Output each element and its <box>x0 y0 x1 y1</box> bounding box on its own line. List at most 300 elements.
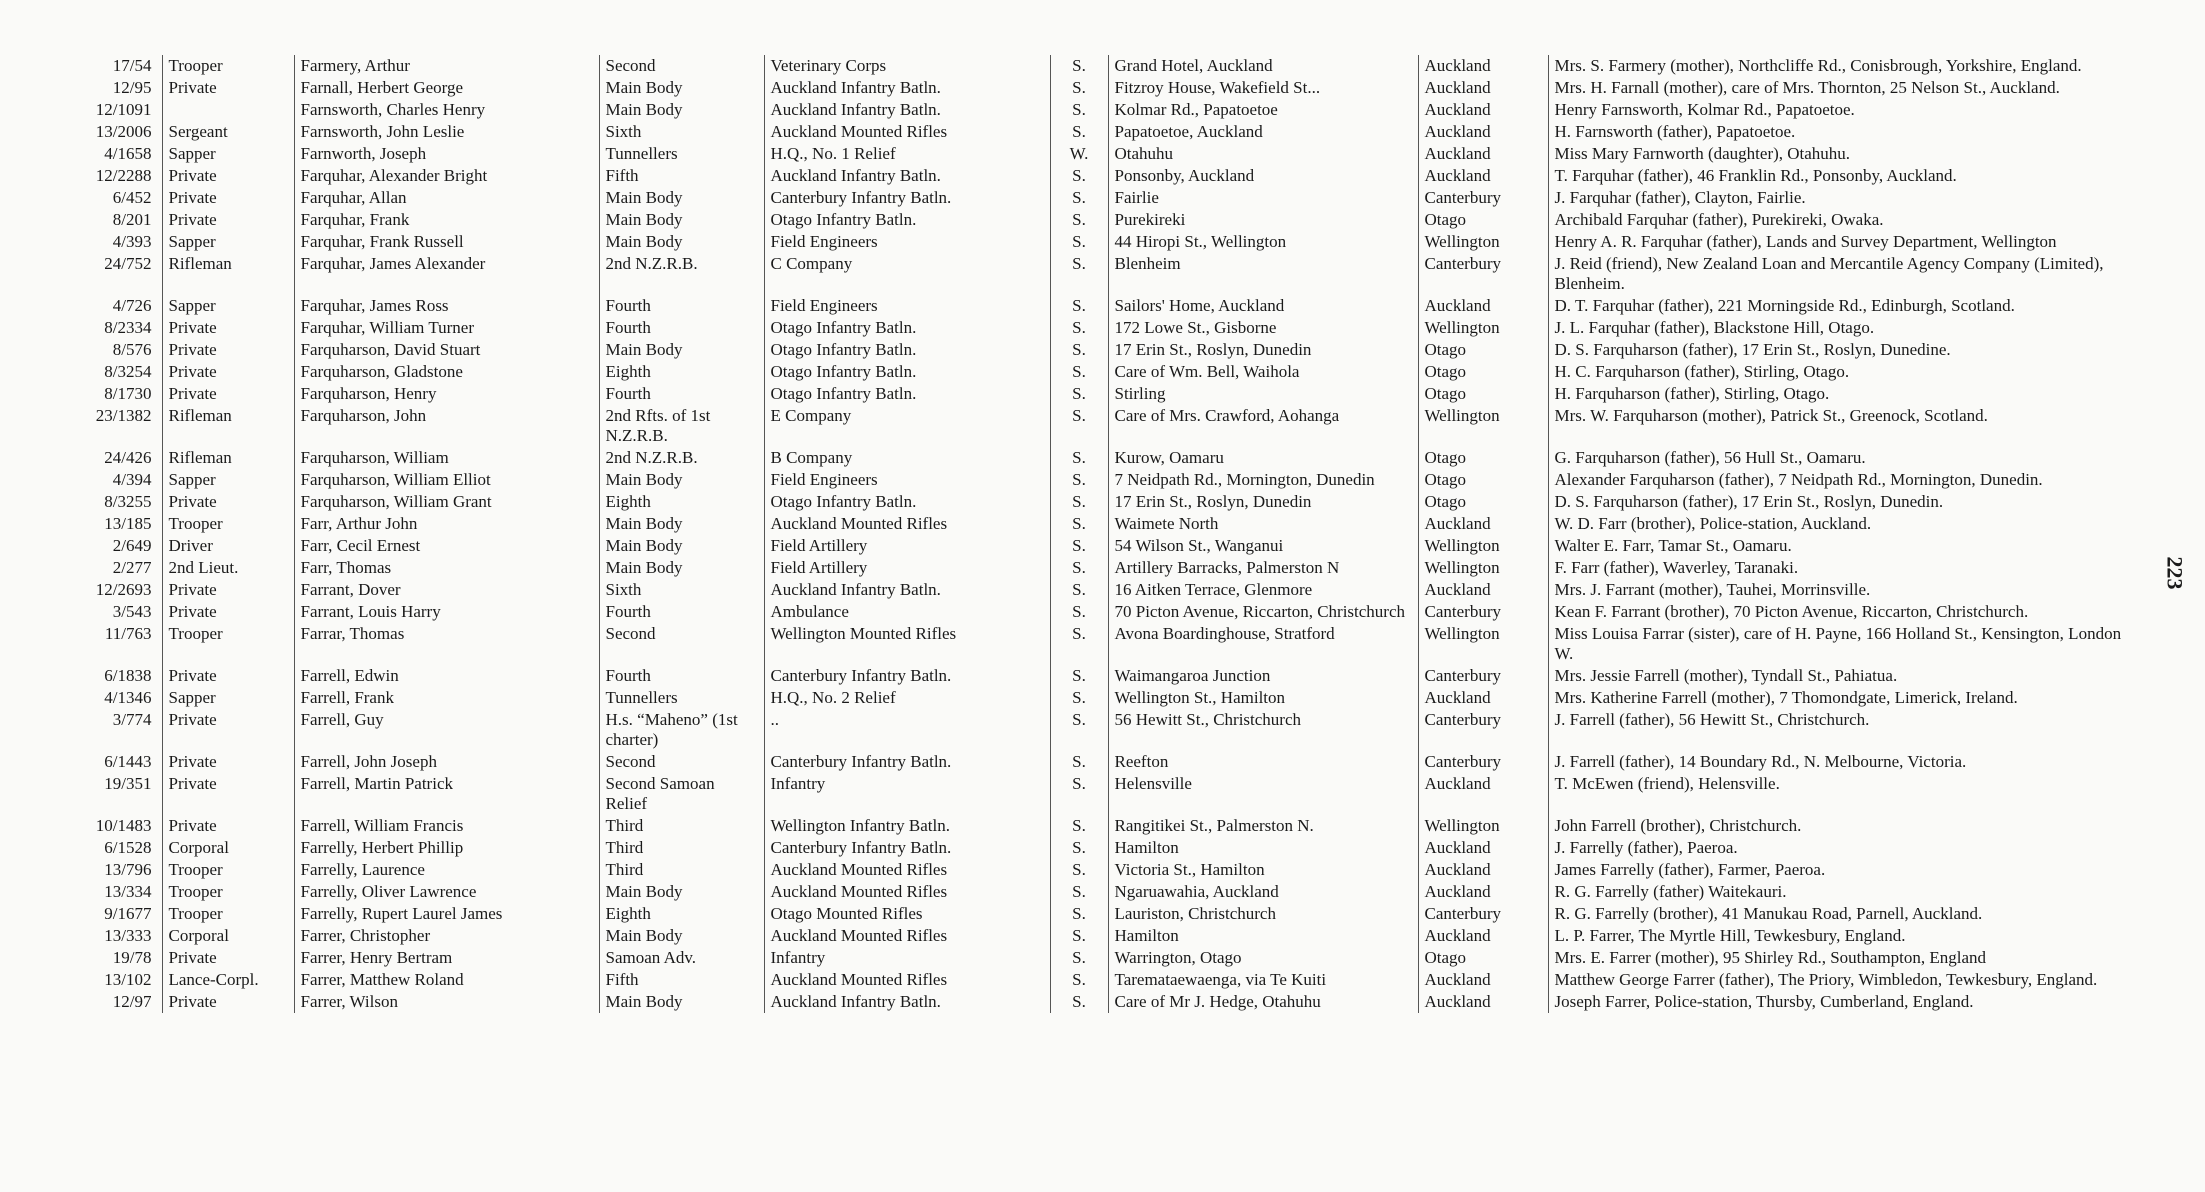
next-of-kin: H. Farquharson (father), Stirling, Otago. <box>1548 383 2145 405</box>
rank: Private <box>162 209 294 231</box>
last-address: Fairlie <box>1108 187 1418 209</box>
roll-row <box>60 601 2145 623</box>
district: Auckland <box>1418 165 1548 187</box>
draft: Sixth <box>599 121 764 143</box>
marital-status: S. <box>1050 55 1108 77</box>
unit: Otago Infantry Batln. <box>764 209 1050 231</box>
marital-status: S. <box>1050 859 1108 881</box>
draft: Main Body <box>599 991 764 1013</box>
soldier-name: Farrell, William Francis <box>294 815 599 837</box>
marital-status: S. <box>1050 773 1108 815</box>
draft: Main Body <box>599 339 764 361</box>
draft: Main Body <box>599 77 764 99</box>
roll-row <box>60 55 2145 77</box>
roll-row <box>60 361 2145 383</box>
service-number: 4/1658 <box>104 144 152 163</box>
rank: Private <box>162 947 294 969</box>
roll-row <box>60 231 2145 253</box>
draft: 2nd N.Z.R.B. <box>599 253 764 295</box>
service-number: 3/543 <box>112 602 152 621</box>
unit: Auckland Infantry Batln. <box>764 991 1050 1013</box>
soldier-name: Farquharson, William <box>294 447 599 469</box>
unit: Infantry <box>764 947 1050 969</box>
soldier-name: Farr, Thomas <box>294 557 599 579</box>
draft: Second <box>599 623 764 665</box>
next-of-kin: Mrs. S. Farmery (mother), Northcliffe Rd., Conisbrough, Yorkshire, England. <box>1548 55 2145 77</box>
district: Canterbury <box>1418 903 1548 925</box>
roll-row <box>60 925 2145 947</box>
draft: Fourth <box>599 383 764 405</box>
district: Auckland <box>1418 881 1548 903</box>
district: Canterbury <box>1418 665 1548 687</box>
service-number: 19/351 <box>104 774 152 793</box>
unit: Otago Mounted Rifles <box>764 903 1050 925</box>
unit: Otago Infantry Batln. <box>764 361 1050 383</box>
service-number: 24/752 <box>104 254 152 273</box>
last-address: 17 Erin St., Roslyn, Dunedin <box>1108 339 1418 361</box>
marital-status: S. <box>1050 339 1108 361</box>
unit: Field Engineers <box>764 469 1050 491</box>
last-address: Reefton <box>1108 751 1418 773</box>
roll-body <box>60 55 2145 1013</box>
marital-status: S. <box>1050 815 1108 837</box>
service-number: 13/2006 <box>95 122 152 141</box>
unit: H.Q., No. 2 Relief <box>764 687 1050 709</box>
next-of-kin: Mrs. Katherine Farrell (mother), 7 Thomondgate, Limerick, Ireland. <box>1548 687 2145 709</box>
soldier-name: Farrelly, Laurence <box>294 859 599 881</box>
service-number: 8/201 <box>112 210 152 229</box>
last-address: Hamilton <box>1108 925 1418 947</box>
draft: Samoan Adv. <box>599 947 764 969</box>
draft: 2nd N.Z.R.B. <box>599 447 764 469</box>
last-address: Fitzroy House, Wakefield St... <box>1108 77 1418 99</box>
next-of-kin: H. Farnsworth (father), Papatoetoe. <box>1548 121 2145 143</box>
roll-row <box>60 253 2145 295</box>
last-address: Hamilton <box>1108 837 1418 859</box>
rank: Sapper <box>162 231 294 253</box>
rank: Trooper <box>162 859 294 881</box>
unit: Field Engineers <box>764 295 1050 317</box>
draft: Fourth <box>599 317 764 339</box>
district: Auckland <box>1418 77 1548 99</box>
district: Canterbury <box>1418 751 1548 773</box>
draft: Main Body <box>599 209 764 231</box>
rank: Sapper <box>162 143 294 165</box>
unit: Otago Infantry Batln. <box>764 491 1050 513</box>
marital-status: S. <box>1050 491 1108 513</box>
service-number: 10/1483 <box>95 816 152 835</box>
soldier-name: Farrer, Matthew Roland <box>294 969 599 991</box>
rank: Driver <box>162 535 294 557</box>
next-of-kin: Mrs. H. Farnall (mother), care of Mrs. Thornton, 25 Nelson St., Auckland. <box>1548 77 2145 99</box>
nominal-roll <box>60 55 2145 1013</box>
next-of-kin: Mrs. E. Farrer (mother), 95 Shirley Rd., Southampton, England <box>1548 947 2145 969</box>
last-address: Stirling <box>1108 383 1418 405</box>
service-number: 4/1346 <box>104 688 152 707</box>
unit: Auckland Mounted Rifles <box>764 881 1050 903</box>
roll-row <box>60 99 2145 121</box>
draft: Main Body <box>599 469 764 491</box>
unit: Auckland Infantry Batln. <box>764 165 1050 187</box>
marital-status: S. <box>1050 837 1108 859</box>
roll-row <box>60 815 2145 837</box>
draft: Main Body <box>599 231 764 253</box>
last-address: Victoria St., Hamilton <box>1108 859 1418 881</box>
rank: Rifleman <box>162 405 294 447</box>
marital-status: S. <box>1050 925 1108 947</box>
service-number: 11/763 <box>104 624 152 643</box>
service-number: 8/3254 <box>104 362 152 381</box>
draft: Third <box>599 859 764 881</box>
soldier-name: Farrell, John Joseph <box>294 751 599 773</box>
service-number: 13/796 <box>104 860 152 879</box>
roll-row <box>60 557 2145 579</box>
marital-status: S. <box>1050 903 1108 925</box>
marital-status: S. <box>1050 557 1108 579</box>
district: Wellington <box>1418 317 1548 339</box>
rank: Trooper <box>162 881 294 903</box>
rank: Private <box>162 991 294 1013</box>
next-of-kin: T. McEwen (friend), Helensville. <box>1548 773 2145 815</box>
unit: .. <box>764 709 1050 751</box>
next-of-kin: Joseph Farrer, Police-station, Thursby, Cumberland, England. <box>1548 991 2145 1013</box>
marital-status: S. <box>1050 969 1108 991</box>
draft: Main Body <box>599 513 764 535</box>
service-number: 17/54 <box>112 56 152 75</box>
district: Otago <box>1418 947 1548 969</box>
next-of-kin: R. G. Farrelly (brother), 41 Manukau Road, Parnell, Auckland. <box>1548 903 2145 925</box>
soldier-name: Farquhar, Frank Russell <box>294 231 599 253</box>
service-number: 8/3255 <box>104 492 152 511</box>
soldier-name: Farrelly, Herbert Phillip <box>294 837 599 859</box>
draft: Eighth <box>599 491 764 513</box>
last-address: Care of Mrs. Crawford, Aohanga <box>1108 405 1418 447</box>
last-address: Purekireki <box>1108 209 1418 231</box>
district: Otago <box>1418 383 1548 405</box>
draft: Second Samoan Relief <box>599 773 764 815</box>
last-address: Waimete North <box>1108 513 1418 535</box>
next-of-kin: D. S. Farquharson (father), 17 Erin St., Roslyn, Dunedine. <box>1548 339 2145 361</box>
rank: Trooper <box>162 623 294 665</box>
draft: Main Body <box>599 99 764 121</box>
next-of-kin: Walter E. Farr, Tamar St., Oamaru. <box>1548 535 2145 557</box>
soldier-name: Farquhar, William Turner <box>294 317 599 339</box>
service-number: 6/452 <box>112 188 152 207</box>
service-number: 12/2693 <box>95 580 152 599</box>
unit: Canterbury Infantry Batln. <box>764 751 1050 773</box>
rank: Lance-Corpl. <box>162 969 294 991</box>
marital-status: S. <box>1050 881 1108 903</box>
unit: Auckland Infantry Batln. <box>764 579 1050 601</box>
rank: Trooper <box>162 903 294 925</box>
soldier-name: Farquharson, William Elliot <box>294 469 599 491</box>
draft: Fourth <box>599 601 764 623</box>
last-address: Kurow, Oamaru <box>1108 447 1418 469</box>
rank: Private <box>162 491 294 513</box>
next-of-kin: Henry A. R. Farquhar (father), Lands and Survey Department, Wellington <box>1548 231 2145 253</box>
rank: Private <box>162 665 294 687</box>
roll-row <box>60 535 2145 557</box>
district: Canterbury <box>1418 601 1548 623</box>
service-number: 12/95 <box>112 78 152 97</box>
draft: Tunnellers <box>599 143 764 165</box>
marital-status: S. <box>1050 447 1108 469</box>
next-of-kin: Miss Louisa Farrar (sister), care of H. Payne, 166 Holland St., Kensington, London W. <box>1548 623 2145 665</box>
soldier-name: Farmery, Arthur <box>294 55 599 77</box>
rank: Private <box>162 339 294 361</box>
roll-row <box>60 513 2145 535</box>
unit: Wellington Infantry Batln. <box>764 815 1050 837</box>
draft: Eighth <box>599 361 764 383</box>
next-of-kin: R. G. Farrelly (father) Waitekauri. <box>1548 881 2145 903</box>
rank: Private <box>162 361 294 383</box>
soldier-name: Farrell, Guy <box>294 709 599 751</box>
marital-status: S. <box>1050 295 1108 317</box>
unit: Wellington Mounted Rifles <box>764 623 1050 665</box>
rank: Private <box>162 317 294 339</box>
draft: H.s. “Maheno” (1st charter) <box>599 709 764 751</box>
service-number: 8/576 <box>112 340 152 359</box>
draft: Sixth <box>599 579 764 601</box>
district: Otago <box>1418 469 1548 491</box>
service-number: 8/1730 <box>104 384 152 403</box>
marital-status: S. <box>1050 579 1108 601</box>
rank: Sapper <box>162 295 294 317</box>
district: Otago <box>1418 209 1548 231</box>
next-of-kin: Mrs. Jessie Farrell (mother), Tyndall St., Pahiatua. <box>1548 665 2145 687</box>
unit: Auckland Mounted Rifles <box>764 121 1050 143</box>
roll-row <box>60 295 2145 317</box>
marital-status: S. <box>1050 253 1108 295</box>
district: Auckland <box>1418 773 1548 815</box>
soldier-name: Farrell, Edwin <box>294 665 599 687</box>
district: Auckland <box>1418 991 1548 1013</box>
roll-row <box>60 187 2145 209</box>
last-address: Kolmar Rd., Papatoetoe <box>1108 99 1418 121</box>
service-number: 9/1677 <box>104 904 152 923</box>
marital-status: S. <box>1050 751 1108 773</box>
draft: Main Body <box>599 881 764 903</box>
service-number: 8/2334 <box>104 318 152 337</box>
unit: Auckland Mounted Rifles <box>764 969 1050 991</box>
unit: C Company <box>764 253 1050 295</box>
service-number: 13/333 <box>104 926 152 945</box>
rank: Rifleman <box>162 253 294 295</box>
unit: Otago Infantry Batln. <box>764 339 1050 361</box>
last-address: Rangitikei St., Palmerston N. <box>1108 815 1418 837</box>
draft: Main Body <box>599 925 764 947</box>
next-of-kin: Miss Mary Farnworth (daughter), Otahuhu. <box>1548 143 2145 165</box>
marital-status: S. <box>1050 601 1108 623</box>
next-of-kin: D. T. Farquhar (father), 221 Morningside Rd., Edinburgh, Scotland. <box>1548 295 2145 317</box>
service-number: 19/78 <box>112 948 152 967</box>
rank: Sapper <box>162 687 294 709</box>
rank: Private <box>162 601 294 623</box>
soldier-name: Farnsworth, John Leslie <box>294 121 599 143</box>
next-of-kin: J. L. Farquhar (father), Blackstone Hill, Otago. <box>1548 317 2145 339</box>
marital-status: S. <box>1050 361 1108 383</box>
soldier-name: Farquhar, Allan <box>294 187 599 209</box>
service-number: 4/393 <box>112 232 152 251</box>
soldier-name: Farr, Arthur John <box>294 513 599 535</box>
last-address: Waimangaroa Junction <box>1108 665 1418 687</box>
roll-row <box>60 991 2145 1013</box>
soldier-name: Farrer, Christopher <box>294 925 599 947</box>
draft: Second <box>599 751 764 773</box>
roll-row <box>60 121 2145 143</box>
service-number: 13/334 <box>104 882 152 901</box>
last-address: 56 Hewitt St., Christchurch <box>1108 709 1418 751</box>
soldier-name: Farquharson, Henry <box>294 383 599 405</box>
next-of-kin: F. Farr (father), Waverley, Taranaki. <box>1548 557 2145 579</box>
marital-status: S. <box>1050 121 1108 143</box>
roll-row <box>60 881 2145 903</box>
marital-status: S. <box>1050 187 1108 209</box>
last-address: Ponsonby, Auckland <box>1108 165 1418 187</box>
last-address: Care of Wm. Bell, Waihola <box>1108 361 1418 383</box>
rank: Private <box>162 815 294 837</box>
soldier-name: Farrelly, Rupert Laurel James <box>294 903 599 925</box>
last-address: Warrington, Otago <box>1108 947 1418 969</box>
last-address: 44 Hiropi St., Wellington <box>1108 231 1418 253</box>
marital-status: S. <box>1050 405 1108 447</box>
district: Otago <box>1418 491 1548 513</box>
district: Wellington <box>1418 231 1548 253</box>
unit: Canterbury Infantry Batln. <box>764 665 1050 687</box>
district: Wellington <box>1418 557 1548 579</box>
marital-status: S. <box>1050 77 1108 99</box>
roll-row <box>60 903 2145 925</box>
district: Auckland <box>1418 837 1548 859</box>
roll-row <box>60 447 2145 469</box>
last-address: Ngaruawahia, Auckland <box>1108 881 1418 903</box>
rank: Private <box>162 751 294 773</box>
next-of-kin: Matthew George Farrer (father), The Priory, Wimbledon, Tewkesbury, England. <box>1548 969 2145 991</box>
roll-row <box>60 969 2145 991</box>
service-number: 13/185 <box>104 514 152 533</box>
service-number: 6/1443 <box>104 752 152 771</box>
roll-row <box>60 947 2145 969</box>
soldier-name: Farrant, Dover <box>294 579 599 601</box>
page-number: 223 <box>2162 556 2188 590</box>
next-of-kin: Henry Farnsworth, Kolmar Rd., Papatoetoe. <box>1548 99 2145 121</box>
marital-status: S. <box>1050 513 1108 535</box>
district: Auckland <box>1418 121 1548 143</box>
unit: Canterbury Infantry Batln. <box>764 187 1050 209</box>
last-address: Helensville <box>1108 773 1418 815</box>
district: Canterbury <box>1418 709 1548 751</box>
soldier-name: Farrer, Henry Bertram <box>294 947 599 969</box>
next-of-kin: J. Farrelly (father), Paeroa. <box>1548 837 2145 859</box>
unit: Auckland Mounted Rifles <box>764 859 1050 881</box>
unit: Field Engineers <box>764 231 1050 253</box>
roll-row <box>60 709 2145 751</box>
draft: Third <box>599 837 764 859</box>
unit: Canterbury Infantry Batln. <box>764 837 1050 859</box>
unit: Field Artillery <box>764 557 1050 579</box>
rank: Corporal <box>162 925 294 947</box>
district: Auckland <box>1418 579 1548 601</box>
roll-row <box>60 665 2145 687</box>
last-address: Grand Hotel, Auckland <box>1108 55 1418 77</box>
rank: Trooper <box>162 55 294 77</box>
marital-status: S. <box>1050 317 1108 339</box>
unit: Veterinary Corps <box>764 55 1050 77</box>
soldier-name: Farquharson, Gladstone <box>294 361 599 383</box>
rank <box>162 99 294 121</box>
service-number: 13/102 <box>104 970 152 989</box>
roll-row <box>60 623 2145 665</box>
service-number: 23/1382 <box>95 406 152 425</box>
district: Otago <box>1418 447 1548 469</box>
last-address: 70 Picton Avenue, Riccarton, Christchurch <box>1108 601 1418 623</box>
roll-row <box>60 143 2145 165</box>
next-of-kin: Mrs. J. Farrant (mother), Tauhei, Morrinsville. <box>1548 579 2145 601</box>
rank: Rifleman <box>162 447 294 469</box>
marital-status: S. <box>1050 165 1108 187</box>
soldier-name: Farquhar, James Ross <box>294 295 599 317</box>
soldier-name: Farrelly, Oliver Lawrence <box>294 881 599 903</box>
unit: Otago Infantry Batln. <box>764 383 1050 405</box>
draft: Eighth <box>599 903 764 925</box>
marital-status: S. <box>1050 209 1108 231</box>
roll-row <box>60 751 2145 773</box>
draft: Fourth <box>599 295 764 317</box>
soldier-name: Farquhar, Frank <box>294 209 599 231</box>
district: Wellington <box>1418 815 1548 837</box>
next-of-kin: J. Farrell (father), 56 Hewitt St., Christchurch. <box>1548 709 2145 751</box>
roll-row <box>60 837 2145 859</box>
unit: Auckland Infantry Batln. <box>764 77 1050 99</box>
unit: Auckland Mounted Rifles <box>764 925 1050 947</box>
last-address: 17 Erin St., Roslyn, Dunedin <box>1108 491 1418 513</box>
district: Canterbury <box>1418 187 1548 209</box>
draft: Main Body <box>599 535 764 557</box>
next-of-kin: Mrs. W. Farquharson (mother), Patrick St., Greenock, Scotland. <box>1548 405 2145 447</box>
draft: Second <box>599 55 764 77</box>
soldier-name: Farnsworth, Charles Henry <box>294 99 599 121</box>
soldier-name: Farquhar, James Alexander <box>294 253 599 295</box>
next-of-kin: L. P. Farrer, The Myrtle Hill, Tewkesbury, England. <box>1548 925 2145 947</box>
rank: Trooper <box>162 513 294 535</box>
last-address: Taremataewaenga, via Te Kuiti <box>1108 969 1418 991</box>
rank: Private <box>162 709 294 751</box>
district: Auckland <box>1418 99 1548 121</box>
soldier-name: Farrar, Thomas <box>294 623 599 665</box>
service-number: 12/1091 <box>95 100 152 119</box>
rank: Sergeant <box>162 121 294 143</box>
district: Auckland <box>1418 859 1548 881</box>
last-address: Avona Boardinghouse, Stratford <box>1108 623 1418 665</box>
district: Otago <box>1418 339 1548 361</box>
unit: Otago Infantry Batln. <box>764 317 1050 339</box>
marital-status: S. <box>1050 687 1108 709</box>
last-address: 54 Wilson St., Wanganui <box>1108 535 1418 557</box>
service-number: 4/726 <box>112 296 152 315</box>
unit: H.Q., No. 1 Relief <box>764 143 1050 165</box>
last-address: Papatoetoe, Auckland <box>1108 121 1418 143</box>
district: Wellington <box>1418 535 1548 557</box>
roll-row <box>60 209 2145 231</box>
next-of-kin: J. Farrell (father), 14 Boundary Rd., N. Melbourne, Victoria. <box>1548 751 2145 773</box>
district: Auckland <box>1418 295 1548 317</box>
marital-status: S. <box>1050 535 1108 557</box>
draft: Fifth <box>599 165 764 187</box>
unit: Ambulance <box>764 601 1050 623</box>
soldier-name: Farrell, Martin Patrick <box>294 773 599 815</box>
district: Canterbury <box>1418 253 1548 295</box>
rank: Private <box>162 165 294 187</box>
